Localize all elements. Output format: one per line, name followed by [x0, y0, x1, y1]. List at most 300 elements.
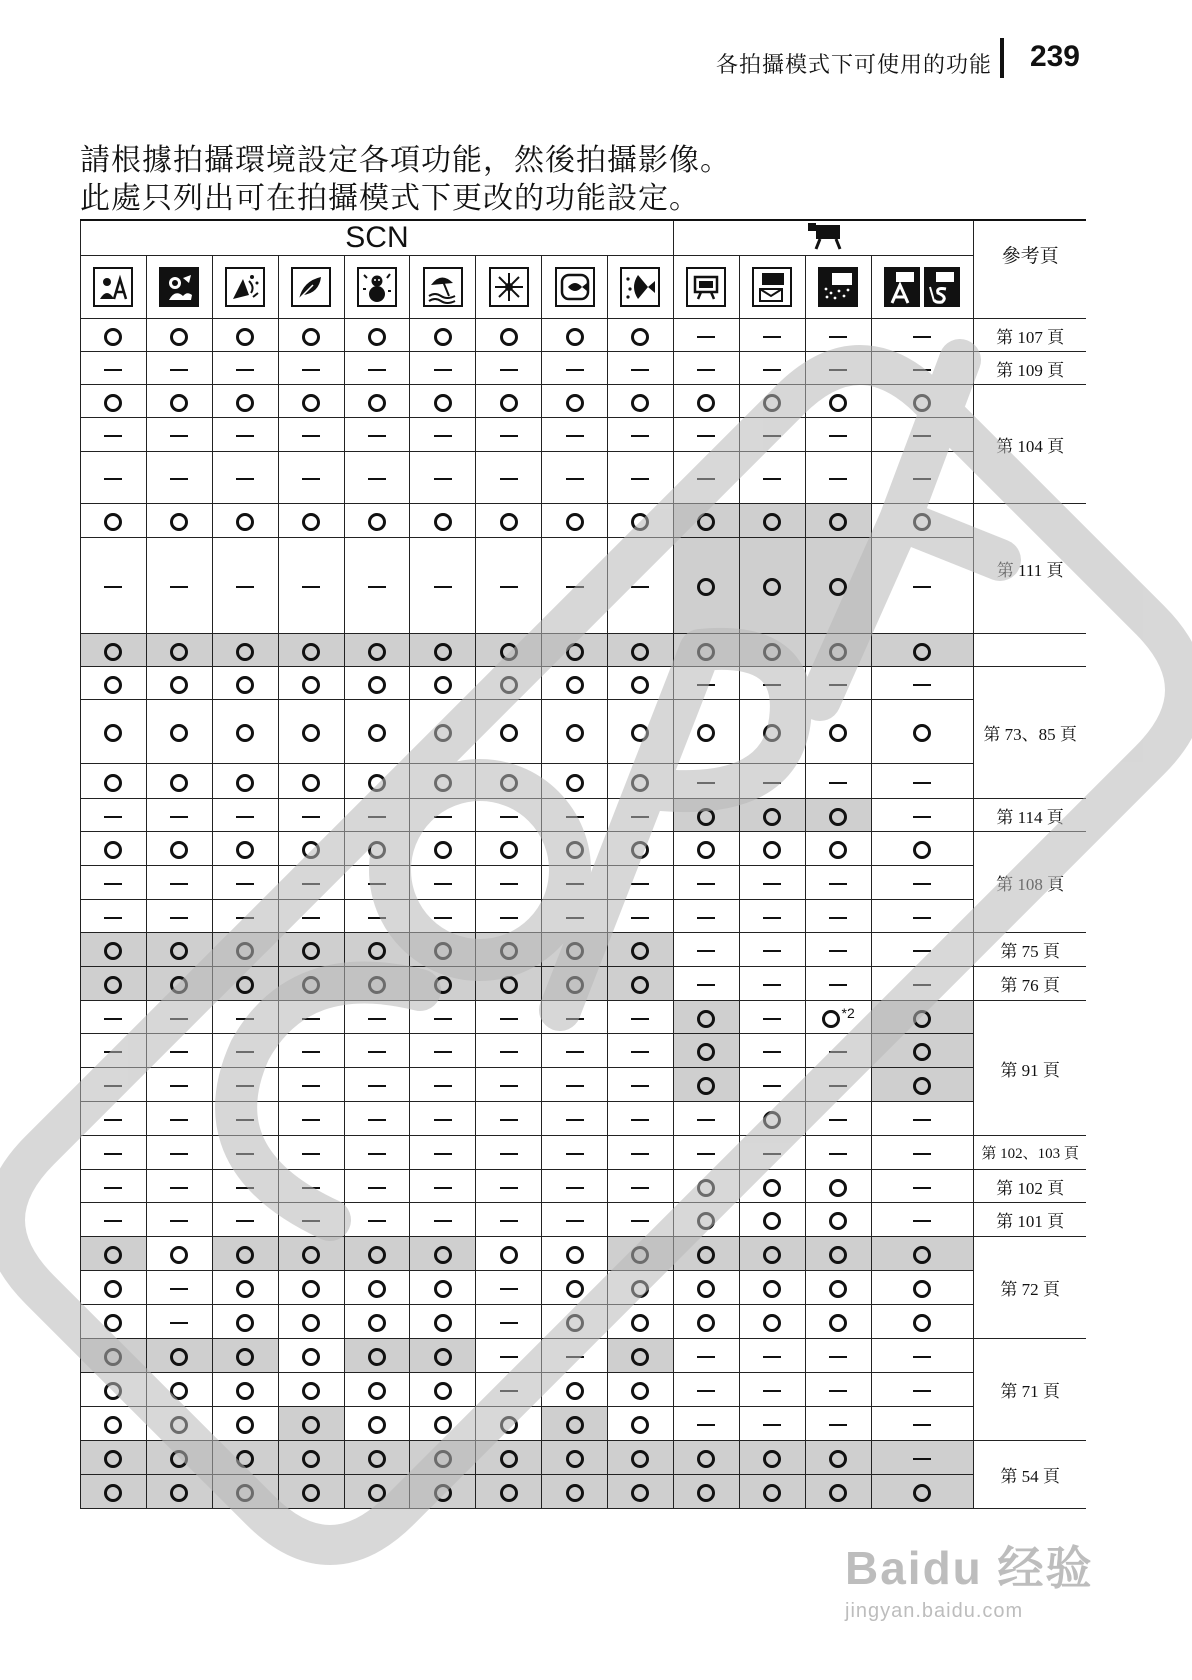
unavailable-mark [500, 586, 518, 588]
availability-cell [278, 1001, 344, 1034]
availability-cell [673, 667, 739, 700]
availability-cell [673, 1136, 739, 1170]
availability-cell [344, 700, 410, 764]
availability-cell [81, 1305, 147, 1339]
unavailable-mark [763, 369, 781, 371]
unavailable-mark [566, 1187, 584, 1189]
unavailable-mark [170, 478, 188, 480]
availability-cell [673, 385, 739, 418]
unavailable-mark [434, 435, 452, 437]
indoor-party-icon [225, 267, 265, 307]
availability-cell [146, 1339, 212, 1373]
unavailable-mark [302, 1018, 320, 1020]
available-mark [104, 1348, 122, 1366]
availability-cell [739, 900, 805, 933]
unavailable-mark [566, 1356, 584, 1358]
unavailable-mark [500, 1288, 518, 1290]
availability-cell [344, 385, 410, 418]
unavailable-mark [104, 1220, 122, 1222]
available-mark [763, 1246, 781, 1264]
availability-cell [871, 352, 974, 385]
availability-cell [805, 634, 871, 667]
availability-cell [608, 700, 674, 764]
availability-cell [476, 1203, 542, 1237]
unavailable-mark [368, 435, 386, 437]
availability-cell [739, 385, 805, 418]
availability-cell [81, 352, 147, 385]
availability-cell [278, 1339, 344, 1373]
available-mark [170, 328, 188, 346]
intro-line-2: 此處只列出可在拍攝模式下更改的功能設定。 [80, 181, 700, 216]
mode-column-header [410, 256, 476, 319]
available-mark [500, 643, 518, 661]
function-availability-table [80, 219, 1086, 1509]
available-mark [631, 841, 649, 859]
unavailable-mark [104, 369, 122, 371]
availability-cell [278, 418, 344, 452]
available-mark [763, 808, 781, 826]
available-mark [500, 1450, 518, 1468]
available-mark [434, 328, 452, 346]
availability-cell [739, 1373, 805, 1407]
unavailable-mark [829, 336, 847, 338]
availability-cell [146, 634, 212, 667]
unavailable-mark [104, 1085, 122, 1087]
movie-standard-icon [686, 267, 726, 307]
unavailable-mark [631, 1119, 649, 1121]
available-mark [763, 394, 781, 412]
available-mark [829, 394, 847, 412]
unavailable-mark [236, 1119, 254, 1121]
availability-cell [410, 1305, 476, 1339]
availability-cell [146, 1034, 212, 1068]
availability-cell [344, 1034, 410, 1068]
unavailable-mark [763, 1051, 781, 1053]
availability-cell [81, 1203, 147, 1237]
availability-cell [805, 352, 871, 385]
availability-cell [542, 667, 608, 700]
unavailable-mark [763, 1424, 781, 1426]
unavailable-mark [697, 1356, 715, 1358]
availability-cell [81, 1034, 147, 1068]
unavailable-mark [631, 1153, 649, 1155]
availability-cell [871, 1034, 974, 1068]
mode-column-header [81, 256, 147, 319]
availability-cell [608, 1068, 674, 1102]
availability-cell [476, 764, 542, 799]
unavailable-mark [913, 435, 931, 437]
availability-cell [344, 1170, 410, 1203]
availability-cell [410, 385, 476, 418]
available-mark [566, 676, 584, 694]
availability-cell [344, 538, 410, 634]
table-row [81, 1407, 1087, 1441]
availability-cell [410, 1068, 476, 1102]
availability-cell [212, 933, 278, 967]
availability-cell [212, 900, 278, 933]
unavailable-mark [236, 478, 254, 480]
unavailable-mark [566, 917, 584, 919]
availability-cell [542, 452, 608, 504]
availability-cell [739, 832, 805, 866]
unavailable-mark [631, 816, 649, 818]
availability-cell [410, 667, 476, 700]
available-mark [829, 1450, 847, 1468]
table-row [81, 385, 1087, 418]
unavailable-mark [763, 950, 781, 952]
availability-cell [146, 700, 212, 764]
unavailable-mark [631, 435, 649, 437]
available-mark [368, 1382, 386, 1400]
available-mark [104, 676, 122, 694]
availability-cell [871, 1373, 974, 1407]
mode-column-header [542, 256, 608, 319]
availability-cell [542, 1170, 608, 1203]
availability-cell [871, 967, 974, 1001]
unavailable-mark [829, 984, 847, 986]
availability-cell [871, 667, 974, 700]
availability-cell [871, 1271, 974, 1305]
available-mark [631, 676, 649, 694]
available-mark [236, 1416, 254, 1434]
availability-cell [278, 1136, 344, 1170]
available-mark [368, 394, 386, 412]
table-row [81, 1170, 1087, 1203]
availability-cell [673, 418, 739, 452]
unavailable-mark [829, 1424, 847, 1426]
available-mark [822, 1010, 840, 1028]
availability-cell [871, 1102, 974, 1136]
availability-cell [608, 385, 674, 418]
available-mark [104, 942, 122, 960]
unavailable-mark [302, 1153, 320, 1155]
unavailable-mark [434, 1119, 452, 1121]
availability-cell [344, 667, 410, 700]
available-mark [104, 643, 122, 661]
mode-column-header [344, 256, 410, 319]
availability-cell [542, 504, 608, 538]
available-mark [104, 328, 122, 346]
availability-cell [673, 1441, 739, 1475]
availability-cell [871, 1407, 974, 1441]
availability-cell [344, 900, 410, 933]
availability-cell [278, 1441, 344, 1475]
available-mark [302, 1280, 320, 1298]
unavailable-mark [500, 1322, 518, 1324]
unavailable-mark [829, 1085, 847, 1087]
available-mark [170, 774, 188, 792]
available-mark [104, 1484, 122, 1502]
availability-cell [81, 1102, 147, 1136]
unavailable-mark [434, 1153, 452, 1155]
table-row [81, 799, 1087, 832]
availability-cell [278, 1271, 344, 1305]
availability-cell [146, 538, 212, 634]
available-mark [763, 1484, 781, 1502]
available-mark [829, 724, 847, 742]
unavailable-mark [104, 1018, 122, 1020]
unavailable-mark [104, 816, 122, 818]
availability-cell [805, 1170, 871, 1203]
availability-cell [212, 700, 278, 764]
availability-cell [278, 799, 344, 832]
availability-cell [542, 1102, 608, 1136]
mode-column-header [608, 256, 674, 319]
mode-column-header [212, 256, 278, 319]
unavailable-mark [368, 1119, 386, 1121]
unavailable-mark [913, 950, 931, 952]
unavailable-mark [170, 1018, 188, 1020]
table-row [81, 1305, 1087, 1339]
availability-cell [212, 764, 278, 799]
available-mark [566, 513, 584, 531]
unavailable-mark [763, 1085, 781, 1087]
unavailable-mark [566, 1119, 584, 1121]
unavailable-mark [302, 816, 320, 818]
availability-cell [344, 866, 410, 900]
availability-cell [871, 1305, 974, 1339]
availability-cell [871, 385, 974, 418]
available-mark [368, 976, 386, 994]
available-mark [434, 1246, 452, 1264]
availability-cell [739, 700, 805, 764]
unavailable-mark [434, 1018, 452, 1020]
availability-cell [476, 1339, 542, 1373]
unavailable-mark [829, 950, 847, 952]
reference-page: 第 114 頁 [974, 799, 1086, 832]
availability-cell [805, 1203, 871, 1237]
availability-cell [81, 933, 147, 967]
unavailable-mark [500, 1051, 518, 1053]
availability-cell [410, 1034, 476, 1068]
available-mark [236, 724, 254, 742]
availability-cell [278, 1475, 344, 1509]
unavailable-mark [368, 1153, 386, 1155]
availability-cell [212, 1102, 278, 1136]
availability-cell [739, 1034, 805, 1068]
available-mark [697, 1010, 715, 1028]
unavailable-mark [434, 1085, 452, 1087]
availability-cell [146, 1001, 212, 1034]
unavailable-mark [170, 435, 188, 437]
unavailable-mark [170, 1288, 188, 1290]
availability-cell [212, 1001, 278, 1034]
unavailable-mark [500, 917, 518, 919]
availability-cell [542, 634, 608, 667]
availability-cell [476, 967, 542, 1001]
unavailable-mark [434, 1187, 452, 1189]
availability-cell [212, 832, 278, 866]
availability-cell [278, 700, 344, 764]
availability-cell [871, 1441, 974, 1475]
availability-cell [608, 1305, 674, 1339]
unavailable-mark [434, 478, 452, 480]
unavailable-mark [170, 369, 188, 371]
available-mark [236, 643, 254, 661]
available-mark [104, 1246, 122, 1264]
availability-cell [410, 1136, 476, 1170]
availability-cell [542, 1407, 608, 1441]
availability-cell [739, 1001, 805, 1034]
availability-cell [146, 1068, 212, 1102]
available-mark [368, 676, 386, 694]
availability-cell [608, 634, 674, 667]
unavailable-mark [170, 1322, 188, 1324]
availability-cell [871, 319, 974, 352]
availability-cell [212, 1203, 278, 1237]
availability-cell [542, 764, 608, 799]
unavailable-mark [829, 1356, 847, 1358]
availability-cell [212, 1441, 278, 1475]
availability-cell [608, 352, 674, 385]
available-mark [104, 1416, 122, 1434]
available-mark [170, 1348, 188, 1366]
availability-cell [673, 1170, 739, 1203]
availability-cell [81, 866, 147, 900]
availability-cell [278, 1373, 344, 1407]
page-header [700, 38, 1080, 78]
availability-cell [871, 418, 974, 452]
unavailable-mark [829, 1153, 847, 1155]
unavailable-mark [763, 782, 781, 784]
table-row [81, 352, 1087, 385]
available-mark [434, 1450, 452, 1468]
unavailable-mark [434, 1051, 452, 1053]
availability-cell [739, 634, 805, 667]
table-row [81, 967, 1087, 1001]
available-mark [236, 841, 254, 859]
header-divider [1000, 38, 1004, 78]
available-mark [500, 1484, 518, 1502]
mode-column-header [146, 256, 212, 319]
availability-cell [739, 352, 805, 385]
availability-cell [410, 1170, 476, 1203]
available-mark [500, 724, 518, 742]
available-mark [763, 1280, 781, 1298]
availability-cell [212, 319, 278, 352]
availability-cell [344, 1136, 410, 1170]
available-mark [566, 774, 584, 792]
unavailable-mark [631, 1187, 649, 1189]
available-mark [913, 1246, 931, 1264]
table-row [81, 1203, 1087, 1237]
intro-text [80, 142, 731, 218]
availability-cell [146, 1305, 212, 1339]
available-mark [763, 1111, 781, 1129]
unavailable-mark [302, 369, 320, 371]
availability-cell [739, 504, 805, 538]
unavailable-mark [500, 1018, 518, 1020]
available-mark [697, 394, 715, 412]
availability-cell [805, 1407, 871, 1441]
unavailable-mark [236, 586, 254, 588]
available-mark [302, 976, 320, 994]
available-mark [170, 1382, 188, 1400]
availability-cell [805, 1102, 871, 1136]
table-row [81, 452, 1087, 504]
availability-cell [871, 866, 974, 900]
available-mark [434, 841, 452, 859]
availability-cell [476, 1441, 542, 1475]
unavailable-mark [368, 1018, 386, 1020]
available-mark [829, 841, 847, 859]
available-mark [763, 1314, 781, 1332]
availability-cell [673, 1475, 739, 1509]
available-mark [434, 1382, 452, 1400]
availability-cell [146, 1237, 212, 1271]
available-mark [631, 942, 649, 960]
unavailable-mark [631, 1018, 649, 1020]
unavailable-mark [236, 369, 254, 371]
unavailable-mark [500, 478, 518, 480]
availability-cell [410, 634, 476, 667]
availability-cell [739, 1407, 805, 1441]
available-mark [434, 774, 452, 792]
unavailable-mark [104, 917, 122, 919]
availability-cell [476, 1034, 542, 1068]
unavailable-mark [236, 883, 254, 885]
availability-cell [212, 1339, 278, 1373]
availability-cell [673, 352, 739, 385]
available-mark [829, 1280, 847, 1298]
available-mark [302, 1314, 320, 1332]
availability-cell [542, 866, 608, 900]
available-mark [631, 1246, 649, 1264]
availability-cell [410, 933, 476, 967]
availability-cell [212, 538, 278, 634]
availability-cell [476, 1136, 542, 1170]
mode-column-header [673, 256, 739, 319]
availability-cell [871, 1001, 974, 1034]
unavailable-mark [913, 369, 931, 371]
availability-cell [81, 1170, 147, 1203]
available-mark [302, 1382, 320, 1400]
availability-cell [81, 1407, 147, 1441]
reference-page: 第 111 頁 [974, 504, 1086, 634]
mode-column-header [278, 256, 344, 319]
availability-cell [673, 967, 739, 1001]
available-mark [104, 1382, 122, 1400]
availability-cell [212, 452, 278, 504]
available-mark [104, 774, 122, 792]
available-mark [631, 1314, 649, 1332]
available-mark [829, 1484, 847, 1502]
availability-cell [871, 504, 974, 538]
table-row [81, 1001, 1087, 1034]
availability-cell [805, 1339, 871, 1373]
availability-cell [542, 1271, 608, 1305]
table-row [81, 1271, 1087, 1305]
unavailable-mark [434, 883, 452, 885]
table-row [81, 1339, 1087, 1373]
availability-cell [608, 900, 674, 933]
available-mark [566, 1246, 584, 1264]
availability-cell [81, 900, 147, 933]
unavailable-mark [104, 1119, 122, 1121]
unavailable-mark [913, 1220, 931, 1222]
availability-cell [410, 866, 476, 900]
availability-cell [344, 1475, 410, 1509]
availability-cell [871, 933, 974, 967]
reference-page: 第 73、85 頁 [974, 667, 1086, 799]
unavailable-mark [697, 336, 715, 338]
availability-cell [871, 1475, 974, 1509]
available-mark [302, 1484, 320, 1502]
unavailable-mark [566, 369, 584, 371]
availability-cell [739, 452, 805, 504]
available-mark [302, 643, 320, 661]
aquarium-icon [555, 267, 595, 307]
